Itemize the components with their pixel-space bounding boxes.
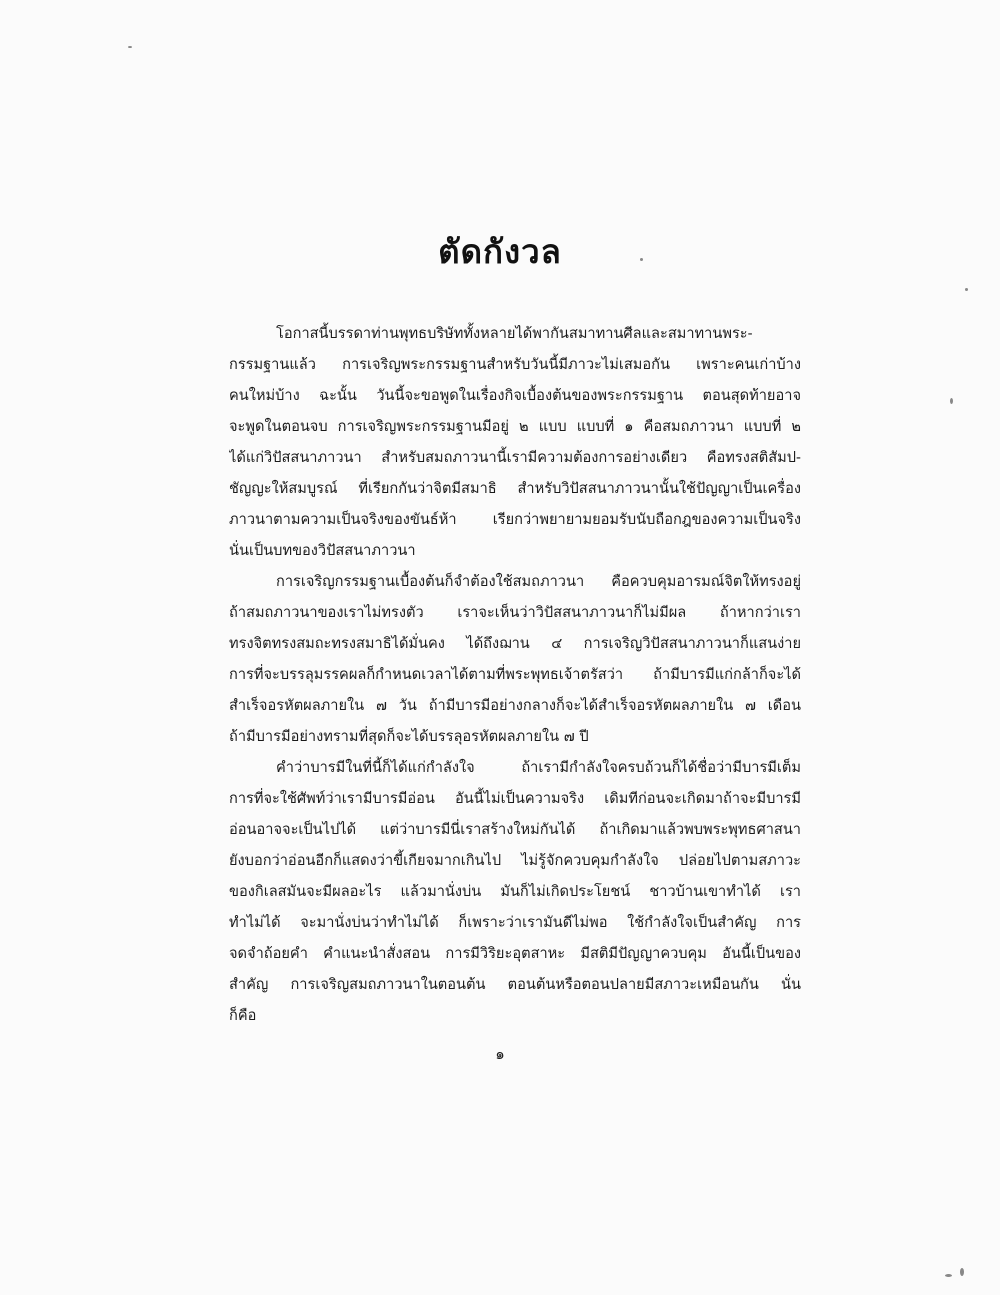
text-line: การที่จะใช้ศัพท์ว่าเรามีบารมีอ่อน อันนี้ไม่เป็นความจริง เดิมทีก่อนจะเกิดมาถ้าจะมีบารมี [229, 790, 801, 807]
text-line: ก็คือ [229, 1007, 257, 1024]
text-line: จะพูดในตอนจบ การเจริญพระกรรมฐานมีอยู่ ๒ แบบ แบบที่ ๑ คือสมถภาวนา แบบที่ ๒ [229, 418, 801, 435]
text-line: กรรมฐานแล้ว การเจริญพระกรรมฐานสำหรับวันนี้มีภาวะไม่เสมอกัน เพราะคนเก่าบ้าง [229, 356, 801, 373]
text-line: นั่นเป็นบทของวิปัสสนาภาวนา [229, 542, 416, 559]
paragraph [229, 566, 801, 752]
scan-speck [965, 288, 968, 291]
text-line: คนใหม่บ้าง ฉะนั้น วันนี้จะขอพูดในเรื่องกิจเบื้องต้นของพระกรรมฐาน ตอนสุดท้ายอาจ [229, 387, 801, 404]
text-line: จดจำถ้อยคำ คำแนะนำสั่งสอน การมีวิริยะอุตสาหะ มีสติมีปัญญาควบคุม อันนี้เป็นของ [229, 945, 801, 962]
text-line: ถ้าสมถภาวนาของเราไม่ทรงตัว เราจะเห็นว่าวิปัสสนาภาวนาก็ไม่มีผล ถ้าหากว่าเรา [229, 604, 801, 621]
text-line: สำเร็จอรหัตผลภายใน ๗ วัน ถ้ามีบารมีอย่างกลางก็จะได้สำเร็จอรหัตผลภายใน ๗ เดือน [229, 697, 801, 714]
text-line: การที่จะบรรลุมรรคผลก็กำหนดเวลาได้ตามที่พระพุทธเจ้าตรัสว่า ถ้ามีบารมีแก่กล้าก็จะได้ [229, 666, 801, 683]
text-line: คำว่าบารมีในที่นี้ก็ได้แก่กำลังใจ ถ้าเรามีกำลังใจครบถ้วนก็ได้ชื่อว่ามีบารมีเต็ม [276, 759, 801, 776]
scan-speck [960, 1268, 964, 1276]
text-line: ได้แก่วิปัสสนาภาวนา สำหรับสมถภาวนานี้เรามีความต้องการอย่างเดียว คือทรงสติสัมป- [229, 449, 801, 466]
scan-speck [950, 398, 953, 404]
document-body [229, 318, 801, 1031]
text-line: ทรงจิตทรงสมถะทรงสมาธิได้มั่นคง ได้ถึงฌาน ๔ การเจริญวิปัสสนาภาวนาก็แสนง่าย [229, 635, 801, 652]
text-line: การเจริญกรรมฐานเบื้องต้นก็จำต้องใช้สมถภาวนา คือควบคุมอารมณ์จิตให้ทรงอยู่ [276, 573, 801, 590]
paragraph [229, 752, 801, 1031]
text-line: ของกิเลสมันจะมีผลอะไร แล้วมานั่งบ่น มันก็ไม่เกิดประโยชน์ ชาวบ้านเขาทำได้ เรา [229, 883, 801, 900]
text-line: สำคัญ การเจริญสมถภาวนาในตอนต้น ตอนต้นหรือตอนปลายมีสภาวะเหมือนกัน นั่น [229, 976, 801, 993]
page-title: ตัดกังวล [438, 232, 562, 271]
paragraph [229, 318, 801, 566]
text-line: อ่อนอาจจะเป็นไปได้ แต่ว่าบารมีนี่เราสร้างใหม่กันได้ ถ้าเกิดมาแล้วพบพระพุทธศาสนา [229, 821, 801, 838]
text-line: ยังบอกว่าอ่อนอีกก็แสดงว่าขี้เกียจมากเกินไป ไม่รู้จักควบคุมกำลังใจ ปล่อยไปตามสภาวะ [229, 852, 801, 869]
scan-speck [945, 1274, 952, 1277]
text-line: ภาวนาตามความเป็นจริงของขันธ์ห้า เรียกว่าพยายามยอมรับนับถือกฎของความเป็นจริง [229, 511, 801, 528]
text-line: ทำไม่ได้ จะมานั่งบ่นว่าทำไม่ได้ ก็เพราะว่าเรามันดีไม่พอ ใช้กำลังใจเป็นสำคัญ การ [229, 914, 801, 931]
scan-speck [128, 46, 132, 48]
text-line: ชัญญะให้สมบูรณ์ ที่เรียกกันว่าจิตมีสมาธิ สำหรับวิปัสสนาภาวนานั้นใช้ปัญญาเป็นเครื่อง [229, 480, 801, 497]
page-number: ๑ [495, 1045, 505, 1063]
text-line: ถ้ามีบารมีอย่างทรามที่สุดก็จะได้บรรลุอรหัตผลภายใน ๗ ปี [229, 728, 589, 745]
text-line: โอกาสนี้บรรดาท่านพุทธบริษัททั้งหลายได้พากันสมาทานศีลและสมาทานพระ- [276, 325, 753, 342]
